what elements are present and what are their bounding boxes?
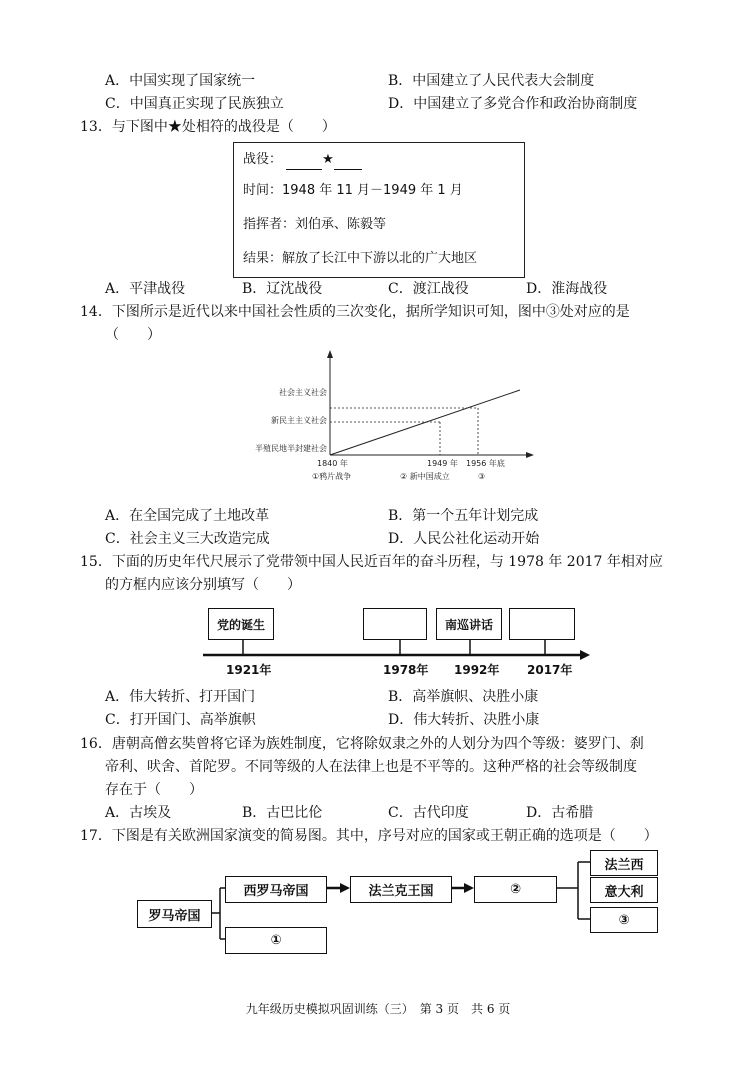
q13-option-a: A．平津战役 [105, 281, 186, 297]
chart-xlabel-2: ② 新中国成立 [400, 472, 450, 481]
q13-result: 结果：解放了长江中下游以北的广大地区 [243, 251, 478, 266]
q14-option-b: B．第一个五年计划完成 [388, 508, 539, 524]
q17-box-italy: 意大利 [590, 877, 658, 903]
chart-xtick-1956: 1956 年底 [466, 459, 505, 468]
q16-stem-line2: 帝利、吠舍、首陀罗。不同等级的人在法律上也是不平等的。这种严格的社会等级制度 [105, 759, 637, 775]
q16-option-a: A．古埃及 [105, 805, 172, 821]
timeline-box-1992: 南巡讲话 [436, 608, 502, 640]
timeline-year-2017: 2017年 [527, 663, 573, 677]
chart-ylabel-newdemocracy: 新民主主义社会 [271, 416, 327, 425]
q13-option-d: D．淮海战役 [526, 281, 608, 297]
chart-xlabel-1: ①鸦片战争 [312, 472, 352, 481]
q17-arrowhead-2 [464, 883, 474, 893]
q16-stem-line3: 存在于（ ） [105, 782, 203, 798]
page-footer: 九年级历史模拟巩固训练（三） 第 3 页 共 6 页 [245, 1002, 511, 1016]
chart-y-arrow [327, 350, 333, 358]
q13-time: 时间：1948 年 11 月－1949 年 1 月 [243, 183, 463, 198]
q16-option-b: B．古巴比伦 [242, 805, 323, 821]
q13-option-c: C．渡江战役 [388, 281, 469, 297]
q13-option-b: B．辽沈战役 [242, 281, 323, 297]
q14-stem-line1: 14．下图所示是近代以来中国社会性质的三次变化，据所学知识可知，图中③处对应的是 [80, 304, 630, 320]
q15-option-d: D．伟大转折、决胜小康 [388, 712, 540, 728]
q12-option-b: B．中国建立了人民代表大会制度 [388, 73, 595, 89]
q14-option-d: D．人民公社化运动开始 [388, 531, 540, 547]
q15-option-b: B．高举旗帜、决胜小康 [388, 689, 539, 705]
chart-xtick-1949: 1949 年 [427, 459, 458, 468]
q17-box-2: ② [474, 876, 557, 903]
timeline-box-1978 [363, 608, 427, 640]
q17-box-3: ③ [590, 907, 658, 933]
q15-option-a: A．伟大转折、打开国门 [105, 689, 256, 705]
q16-stem-line1: 16．唐朝高僧玄奘曾将它译为族姓制度，它将除奴隶之外的人划分为四个等级：婆罗门、刹 [80, 736, 644, 752]
chart-xlabel-3: ③ [478, 472, 486, 481]
timeline-year-1921: 1921年 [226, 663, 272, 677]
chart-trend-line [330, 390, 520, 455]
chart-ylabel-semicolonial: 半殖民地半封建社会 [255, 444, 327, 453]
q12-option-c: C．中国真正实现了民族独立 [105, 96, 284, 112]
q14-option-c: C．社会主义三大改造完成 [105, 531, 270, 547]
chart-x-arrow [526, 452, 534, 458]
q15-stem-line2: 的方框内应该分别填写（ ） [105, 577, 301, 593]
q13-battle-label: 战役： [243, 152, 283, 167]
q16-option-d: D．古希腊 [526, 805, 594, 821]
q17-box-western-roman: 西罗马帝国 [225, 876, 327, 903]
q14-option-a: A．在全国完成了土地改革 [105, 508, 270, 524]
q17-box-roman-empire: 罗马帝国 [137, 900, 212, 928]
q15-option-c: C．打开国门、高举旗帜 [105, 712, 256, 728]
q12-option-a: A．中国实现了国家统一 [105, 73, 256, 89]
q13-stem: 13．与下图中★处相符的战役是（ ） [80, 119, 336, 135]
q17-box-1: ① [225, 927, 327, 954]
chart-xtick-1840: 1840 年 [317, 459, 348, 468]
timeline-arrow [580, 650, 590, 660]
timeline-year-1978: 1978年 [383, 663, 429, 677]
timeline-year-1992: 1992年 [454, 663, 500, 677]
timeline-box-2017 [509, 608, 575, 640]
q16-option-c: C．古代印度 [388, 805, 469, 821]
q17-stem: 17．下图是有关欧洲国家演变的简易图。其中，序号对应的国家或王朝正确的选项是（ ） [80, 828, 658, 844]
q15-stem-line1: 15．下面的历史年代尺展示了党带领中国人民近百年的奋斗历程，与 1978 年 2017 年相对应 [80, 554, 663, 570]
q14-stem-line2: （ ） [105, 327, 161, 343]
q17-box-frankish: 法兰克王国 [350, 876, 452, 903]
chart-ylabel-socialist: 社会主义社会 [279, 388, 327, 397]
q13-star: ★ [322, 152, 334, 167]
q12-option-d: D．中国建立了多党合作和政治协商制度 [388, 96, 638, 112]
timeline-box-1921: 党的诞生 [208, 608, 274, 640]
q17-arrowhead-1 [340, 883, 350, 893]
q13-commander: 指挥者：刘伯承、陈毅等 [243, 217, 387, 232]
q17-box-france: 法兰西 [590, 850, 658, 876]
